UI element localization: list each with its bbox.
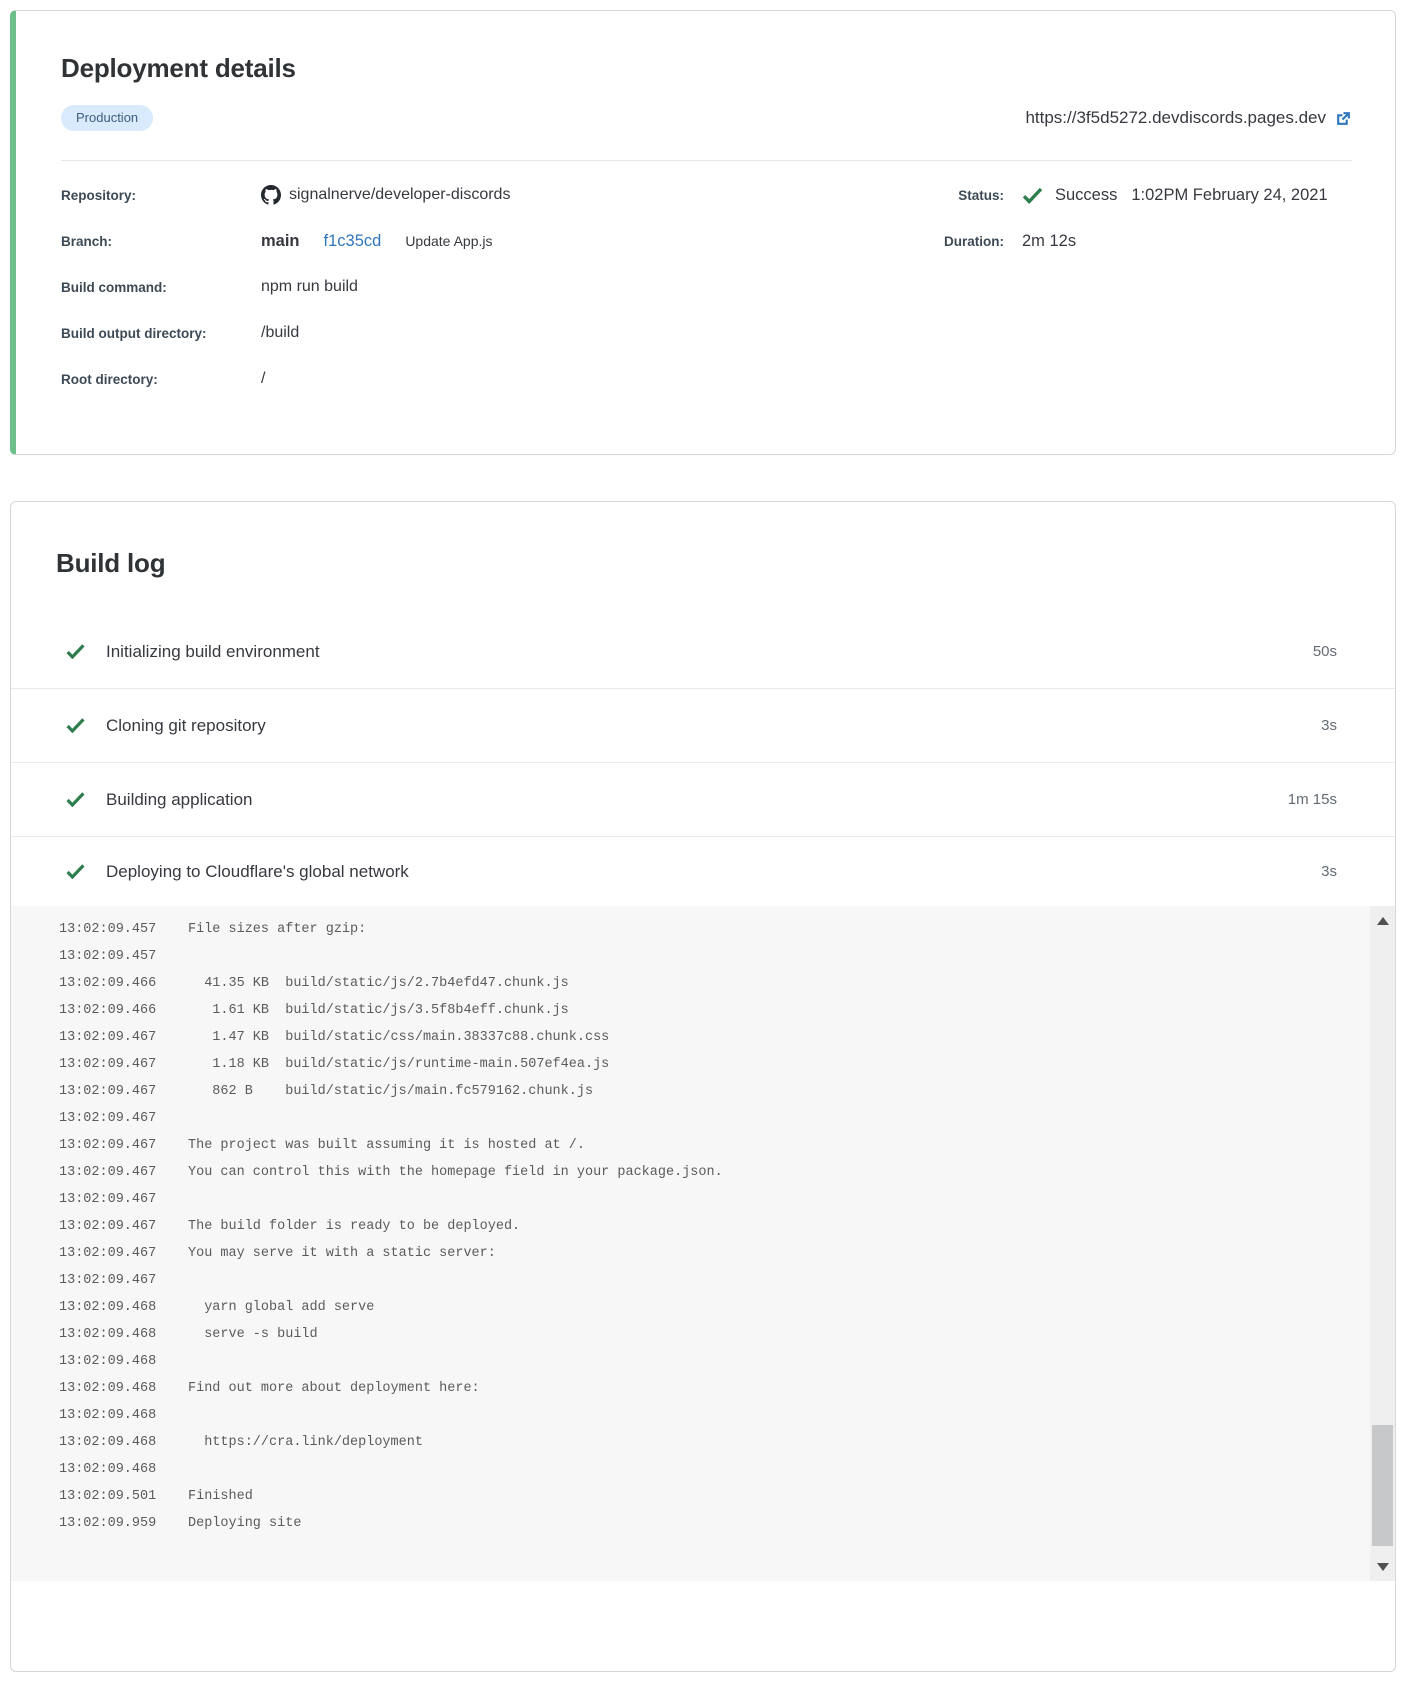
root-directory-value: / <box>261 370 266 387</box>
build-step-row[interactable] <box>11 615 1395 689</box>
log-line <box>59 1321 1355 1348</box>
step-check-icon <box>66 644 85 659</box>
scrollbar-thumb[interactable] <box>1372 1425 1393 1546</box>
status-text: Success <box>1055 185 1118 204</box>
log-timestamp: 13:02:09.457 <box>59 949 157 964</box>
log-message: yarn global add serve <box>188 1300 375 1315</box>
environment-badge: Production <box>61 105 153 131</box>
repository-name: signalnerve/developer-discords <box>289 186 511 203</box>
log-timestamp: 13:02:09.467 <box>59 1273 157 1288</box>
log-timestamp: 13:02:09.501 <box>59 1489 157 1504</box>
deployment-url-link[interactable] <box>1025 108 1352 128</box>
log-timestamp: 13:02:09.467 <box>59 1138 157 1153</box>
log-timestamp: 13:02:09.467 <box>59 1084 157 1099</box>
log-timestamp: 13:02:09.468 <box>59 1300 157 1315</box>
build-log-card <box>10 501 1396 1672</box>
step-label: Deploying to Cloudflare's global network <box>106 861 409 881</box>
log-line <box>59 1051 1355 1078</box>
build-output-directory-label: Build output directory: <box>61 325 207 341</box>
log-line <box>59 943 1355 970</box>
log-timestamp: 13:02:09.468 <box>59 1354 157 1369</box>
log-timestamp: 13:02:09.457 <box>59 922 157 937</box>
log-line <box>59 1483 1355 1510</box>
log-line <box>59 1186 1355 1213</box>
repository-label: Repository: <box>61 187 137 203</box>
log-line <box>59 1267 1355 1294</box>
log-line <box>59 1240 1355 1267</box>
deployment-details-title: Deployment details <box>61 53 296 83</box>
status-label: Status: <box>958 187 1004 203</box>
step-duration: 1m 15s <box>1287 791 1337 808</box>
log-timestamp: 13:02:09.467 <box>59 1030 157 1045</box>
details-grid <box>61 172 1352 402</box>
log-line <box>59 1213 1355 1240</box>
log-timestamp: 13:02:09.468 <box>59 1381 157 1396</box>
commit-message: Update App.js <box>405 233 493 249</box>
build-log-title: Build log <box>56 548 166 578</box>
log-message: serve -s build <box>188 1327 318 1342</box>
build-log-header <box>11 502 1395 579</box>
log-message: Finished <box>188 1489 253 1504</box>
log-message: You can control this with the homepage field in your package.json. <box>188 1165 723 1180</box>
build-command-value: npm run build <box>261 278 358 295</box>
log-timestamp: 13:02:09.467 <box>59 1111 157 1126</box>
branch-value <box>261 232 492 251</box>
branch-name: main <box>261 231 300 250</box>
branch-label: Branch: <box>61 233 113 249</box>
down-arrow-icon <box>1377 1563 1389 1571</box>
root-directory-row <box>61 356 912 402</box>
log-message: Find out more about deployment here: <box>188 1381 480 1396</box>
build-steps-list <box>11 615 1395 906</box>
status-timestamp: 1:02PM February 24, 2021 <box>1131 185 1328 204</box>
build-step-row[interactable] <box>11 763 1395 837</box>
deployment-url: https://3f5d5272.devdiscords.pages.dev <box>1025 108 1326 127</box>
log-line <box>59 1510 1355 1537</box>
log-line <box>59 997 1355 1024</box>
log-line <box>59 1375 1355 1402</box>
duration-row <box>912 218 1352 264</box>
details-left-column <box>61 172 912 402</box>
step-check-icon <box>66 718 85 733</box>
log-message: The project was built assuming it is hosted at /. <box>188 1138 585 1153</box>
duration-label: Duration: <box>944 233 1004 249</box>
log-timestamp: 13:02:09.467 <box>59 1246 157 1261</box>
external-link-icon[interactable] <box>1335 110 1352 127</box>
build-output-directory-row <box>61 310 912 356</box>
build-step-row[interactable] <box>11 689 1395 763</box>
log-message: File sizes after gzip: <box>188 922 367 937</box>
log-message: You may serve it with a static server: <box>188 1246 496 1261</box>
github-icon <box>261 185 281 205</box>
up-arrow-icon <box>1377 917 1389 925</box>
log-line <box>59 1348 1355 1375</box>
badge-row <box>61 105 1352 131</box>
log-message: Deploying site <box>188 1516 302 1531</box>
branch-row <box>61 218 912 264</box>
log-line <box>59 1159 1355 1186</box>
log-timestamp: 13:02:09.466 <box>59 1003 157 1018</box>
log-line <box>59 1294 1355 1321</box>
build-log-output <box>11 906 1395 1581</box>
log-timestamp: 13:02:09.468 <box>59 1462 157 1477</box>
log-message: https://cra.link/deployment <box>188 1435 423 1450</box>
details-right-column <box>912 172 1352 402</box>
step-check-icon <box>66 864 85 879</box>
log-line <box>59 1429 1355 1456</box>
log-message: 41.35 KB build/static/js/2.7b4efd47.chunk.js <box>188 976 569 991</box>
status-value <box>1022 186 1328 205</box>
log-line <box>59 1402 1355 1429</box>
log-line <box>59 1105 1355 1132</box>
log-line <box>59 1132 1355 1159</box>
log-scrollbar[interactable] <box>1370 906 1395 1581</box>
log-timestamp: 13:02:09.468 <box>59 1408 157 1423</box>
log-line <box>59 1078 1355 1105</box>
step-check-icon <box>66 792 85 807</box>
log-timestamp: 13:02:09.468 <box>59 1435 157 1450</box>
log-message: 862 B build/static/js/main.fc579162.chunk.js <box>188 1084 594 1099</box>
scrollbar-down-arrow[interactable] <box>1370 1554 1395 1579</box>
log-line <box>59 1024 1355 1051</box>
success-check-icon <box>1022 187 1043 204</box>
scrollbar-up-arrow[interactable] <box>1370 908 1395 933</box>
deployment-details-card <box>10 10 1396 455</box>
log-timestamp: 13:02:09.959 <box>59 1516 157 1531</box>
repository-value <box>261 185 510 205</box>
header-divider <box>61 160 1352 161</box>
commit-hash-link[interactable]: f1c35cd <box>323 231 382 250</box>
log-message: 1.61 KB build/static/js/3.5f8b4eff.chunk.js <box>188 1003 569 1018</box>
step-duration: 3s <box>1321 717 1337 734</box>
log-timestamp: 13:02:09.467 <box>59 1219 157 1234</box>
step-duration: 3s <box>1321 863 1337 880</box>
build-command-label: Build command: <box>61 279 167 295</box>
build-step-row[interactable] <box>11 837 1395 906</box>
log-timestamp: 13:02:09.467 <box>59 1165 157 1180</box>
log-line <box>59 970 1355 997</box>
repository-row <box>61 172 912 218</box>
duration-value: 2m 12s <box>1022 231 1077 250</box>
root-directory-label: Root directory: <box>61 371 158 387</box>
log-timestamp: 13:02:09.468 <box>59 1327 157 1342</box>
step-label: Initializing build environment <box>106 641 320 661</box>
log-lines <box>59 916 1355 1537</box>
step-label: Building application <box>106 789 253 809</box>
log-timestamp: 13:02:09.467 <box>59 1192 157 1207</box>
log-timestamp: 13:02:09.466 <box>59 976 157 991</box>
status-row <box>912 172 1352 218</box>
step-duration: 50s <box>1312 643 1337 660</box>
log-message: 1.18 KB build/static/js/runtime-main.507ef4ea.js <box>188 1057 610 1072</box>
build-output-directory-value: /build <box>261 324 300 341</box>
log-message: The build folder is ready to be deployed. <box>188 1219 521 1234</box>
log-message: 1.47 KB build/static/css/main.38337c88.chunk.css <box>188 1030 610 1045</box>
build-command-row <box>61 264 912 310</box>
log-line <box>59 1456 1355 1483</box>
log-line <box>59 916 1355 943</box>
log-timestamp: 13:02:09.467 <box>59 1057 157 1072</box>
step-label: Cloning git repository <box>106 715 266 735</box>
